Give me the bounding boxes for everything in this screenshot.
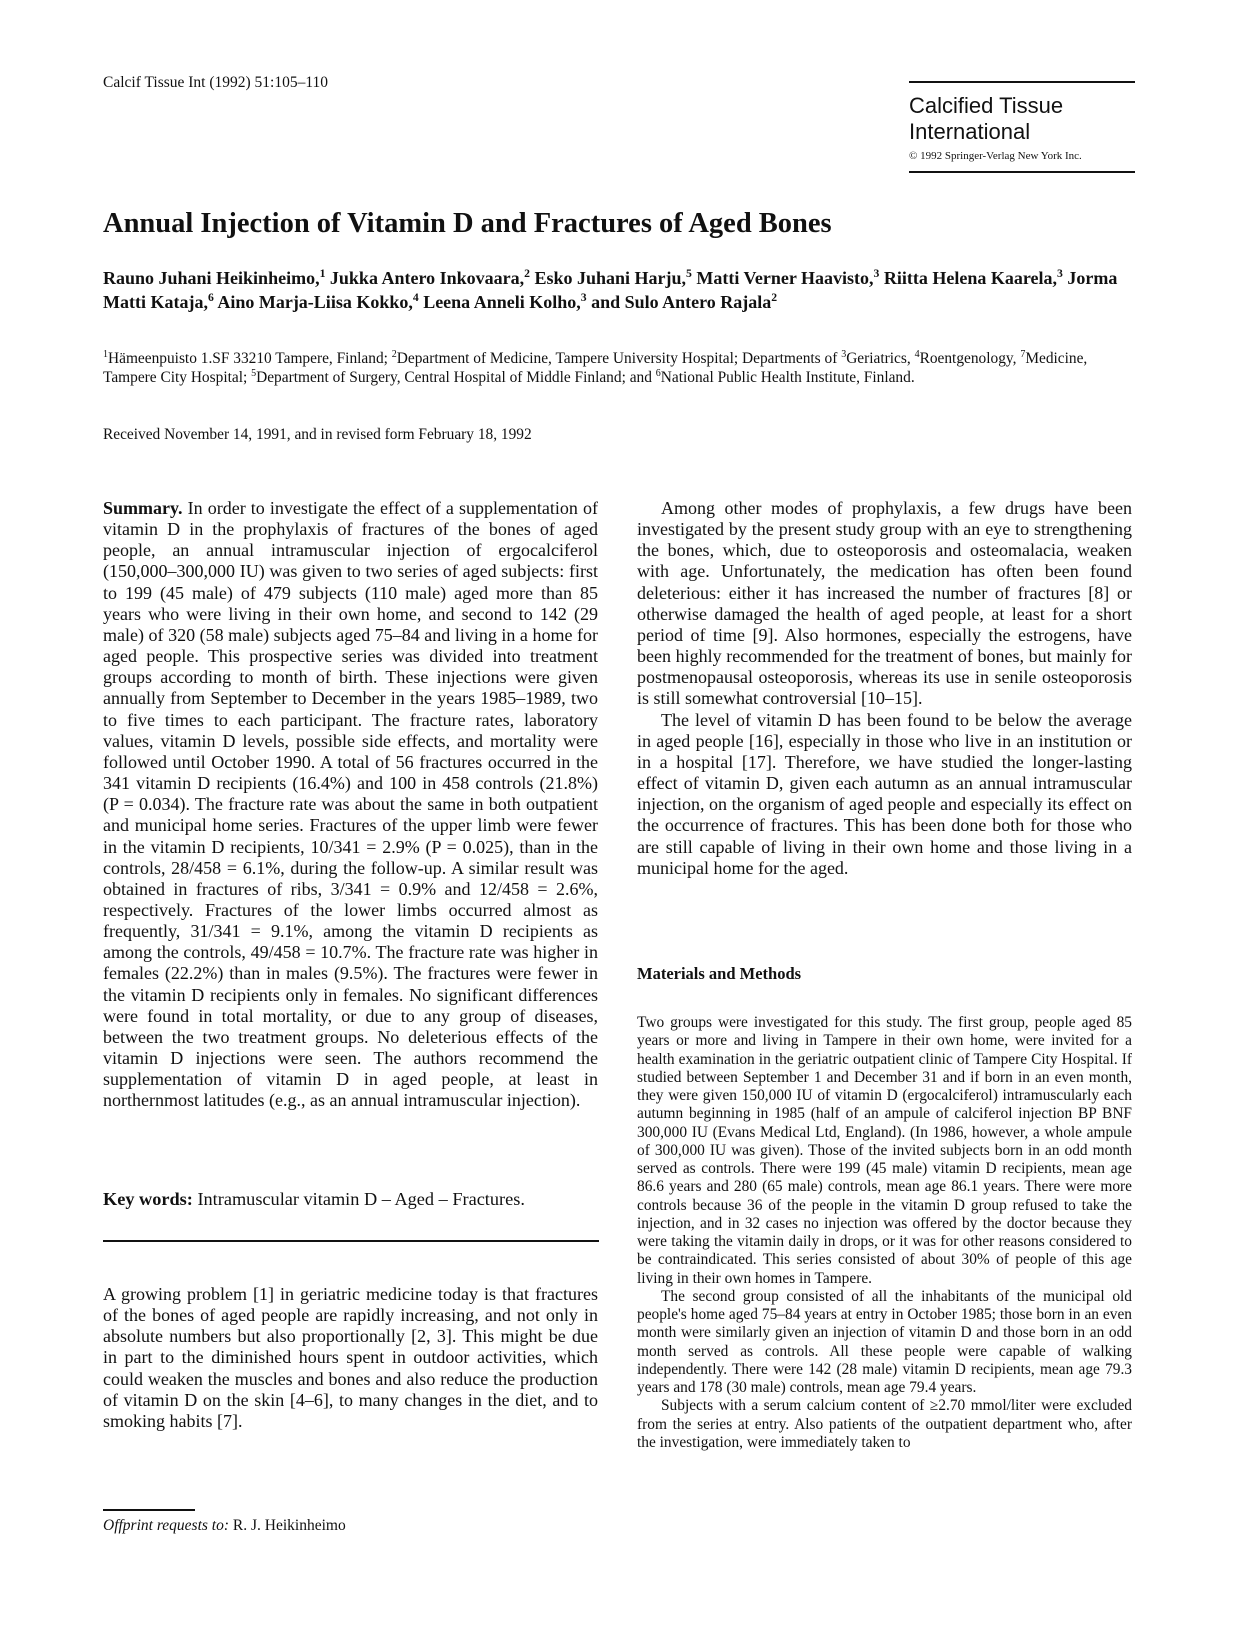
- keywords-text: Intramuscular vitamin D – Aged – Fractures.: [197, 1189, 525, 1209]
- summary-paragraph: [103, 498, 598, 1112]
- intro-paragraph: A growing problem [1] in geriatric medicine today is that fractures of the bones of aged people are rapidly increasing, and not only in absolute numbers but also proportionally [2, 3]. This might be due in part to the diminished hours spent in outdoor activities, which could weaken the muscles and bones and also reduce the production of vitamin D on the skin [4–6], to many changes in the diet, and to smoking habits [7].: [103, 1284, 598, 1431]
- affiliation-mark: 7: [1020, 348, 1026, 360]
- author-name: Jorma Matti Kataja,: [103, 268, 1118, 312]
- author-affiliation-mark: 2: [771, 291, 778, 304]
- offprint-requests: [103, 1517, 346, 1535]
- author-affiliation-mark: 2: [524, 267, 530, 280]
- author-affiliation-mark: 1: [319, 267, 326, 280]
- author-name: Jukka Antero Inkovaara,: [329, 268, 525, 288]
- author-name: Aino Marja-Liisa Kokko,: [217, 292, 413, 312]
- header-rule-bottom: [909, 171, 1135, 173]
- author-affiliation-mark: 3: [580, 291, 587, 304]
- affiliation-text: Department of Medicine, Tampere University Hospital; Departments of: [396, 350, 842, 367]
- affiliation-text: Medicine, Tampere City Hospital;: [103, 350, 1088, 386]
- affiliation-mark: 1: [103, 348, 108, 360]
- affiliation-mark: 3: [841, 348, 847, 360]
- affiliation-mark: 2: [391, 348, 397, 360]
- offprint-label: Offprint requests to:: [103, 1517, 230, 1534]
- affiliation-text: National Public Health Institute, Finland.: [660, 369, 915, 386]
- affiliation-mark: 4: [914, 348, 920, 360]
- footnote-rule: [103, 1509, 195, 1511]
- affiliation-text: Geriatrics,: [846, 350, 915, 367]
- author-name: Rauno Juhani Heikinheimo,: [103, 268, 320, 288]
- author-affiliation-mark: 5: [686, 267, 692, 280]
- journal-citation: Calcif Tissue Int (1992) 51:105–110: [103, 74, 329, 91]
- affiliation-mark: 6: [655, 367, 661, 379]
- header-rule-top: [909, 81, 1135, 83]
- methods-paragraph: Two groups were investigated for this study. The first group, people aged 85 years or more and living in Tampere in their own home, were invited for a health examination in the geriatric outpatient clinic of Tampere City Hospital. If studied between September 1 and December 31 and if born in an even month, they were given 150,000 IU of vitamin D (ergocalciferol) intramuscularly each autumn beginning in 1985 (half of an ampule of calciferol injection BP BNF 300,000 IU (Evans Medical Ltd, England). (In 1986, however, a whole ampule of 300,000 IU was given). Those of the invited subjects born in an odd month served as controls. There were 199 (45 male) vitamin D recipients, mean age 86.6 years and 280 (65 male) controls, mean age 86.1 years. There were more controls because 36 of the people in the vitamin D group refused to take the injection, and in 32 cases no injection was offered by the doctor because they were taking the vitamin daily in drops, or it was for other reasons considered to be contraindicated. This series consisted of about 30% of people of this age living in their own homes in Tampere.: [637, 1014, 1132, 1287]
- received-date: Received November 14, 1991, and in revised form February 18, 1992: [103, 426, 532, 443]
- summary-text: In order to investigate the effect of a supplementation of vitamin D in the prophylaxis of fractures of the bones of aged people, an annual intramuscular injection of ergocalciferol (150,000–300,000 IU) was given to two series of aged subjects: first to 199 (45 male) of 479 subjects (110 male) aged more than 85 years who were living in their own home, and second to 142 (29 male) of 320 (58 male) subjects aged 75–84 and living in a home for aged people. This prospective series was divided into treatment groups according to month of birth. These injections were given annually from September to December in the years 1985–1989, two to five times to each participant. The fracture rates, laboratory values, vitamin D levels, possible side effects, and mortality were followed until October 1990. A total of 56 fractures occurred in the 341 vitamin D recipients (16.4%) and 100 in 458 controls (21.8%) (P = 0.034). The fracture rate was about the same in both outpatient and municipal home series. Fractures of the upper limb were fewer in the vitamin D recipients, 10/341 = 2.9% (P = 0.025), than in the controls, 28/458 = 6.1%, during the follow-up. A similar result was obtained in fractures of ribs, 3/341 = 0.9% and 12/458 = 2.6%, respectively. Fractures of the lower limbs occurred almost as frequently, 31/341 = 9.1%, among the vitamin D recipients as among the controls, 49/458 = 10.7%. The fracture rate was higher in females (22.2%) than in males (9.5%). The fractures were fewer in the vitamin D recipients only in females. No significant differences were found in total mortality, or due to any group of diseases, between the two treatment groups. No deleterious effects of the vitamin D injections were seen. The authors recommend the supplementation of vitamin D in aged people, at least in northernmost latitudes (e.g., as an annual intramuscular injection).: [103, 498, 599, 1111]
- copyright-notice: © 1992 Springer-Verlag New York Inc.: [909, 150, 1082, 162]
- affiliations: [103, 349, 1133, 387]
- author-affiliation-mark: 6: [207, 291, 214, 304]
- methods-paragraph: Subjects with a serum calcium content of ≥2.70 mmol/liter were excluded from the series at entry. Also patients of the outpatient department who, after the investigation, were immediately taken to: [637, 1397, 1132, 1451]
- author-name: and Sulo Antero Rajala: [591, 292, 772, 312]
- section-heading-methods: Materials and Methods: [637, 964, 802, 983]
- keywords-label: Key words:: [103, 1189, 193, 1209]
- author-name: Riitta Helena Kaarela,: [883, 268, 1058, 288]
- article-title: Annual Injection of Vitamin D and Fractures of Aged Bones: [103, 208, 832, 239]
- author-name: Leena Anneli Kolho,: [423, 292, 581, 312]
- author-list: [103, 266, 1133, 314]
- author-affiliation-mark: 3: [873, 267, 880, 280]
- intro-right-paragraph: Among other modes of prophylaxis, a few drugs have been investigated by the present study group with an eye to strengthening the bones, which, due to osteoporosis and osteomalacia, weaken with age. Unfortunately, the medication has often been found deleterious: either it has increased the number of fractures [8] or otherwise damaged the health of aged people, at least for a short period of time [9]. Also hormones, especially the estrogens, have been highly recommended for the treatment of bones, but mainly for postmenopausal osteoporosis, whereas its use in senile osteoporosis is still somewhat controversial [10–15].: [637, 498, 1132, 709]
- keywords: [103, 1189, 598, 1210]
- column-divider-rule: [103, 1240, 599, 1242]
- intro-right-column: [637, 498, 1132, 879]
- affiliation-text: Department of Surgery, Central Hospital of Middle Finland; and: [256, 369, 656, 386]
- affiliation-mark: 5: [251, 367, 257, 379]
- author-name: Matti Verner Haavisto,: [696, 268, 874, 288]
- methods-paragraph: The second group consisted of all the inhabitants of the municipal old people's home aged 75–84 years at entry in October 1985; those born in an even month were similarly given an injection of vitamin D and those born in an odd month served as controls. All these people were capable of walking independently. There were 142 (28 male) vitamin D recipients, mean age 79.3 years and 178 (30 male) controls, mean age 79.4 years.: [637, 1287, 1132, 1396]
- affiliation-text: Hämeenpuisto 1.SF 33210 Tampere, Finland;: [108, 350, 392, 367]
- intro-right-paragraph: The level of vitamin D has been found to be below the average in aged people [16], especially in those who live in an institution or in a hospital [17]. Therefore, we have studied the longer-lasting effect of vitamin D, given each autumn as an annual intramuscular injection, on the organism of aged people and especially its effect on the occurrence of fractures. This has been done both for those who are still capable of living in their own home and those living in a municipal home for the aged.: [637, 709, 1132, 878]
- journal-name: Calcified Tissue International: [909, 93, 1064, 144]
- affiliation-text: Roentgenology,: [919, 350, 1021, 367]
- summary-label: Summary.: [103, 498, 183, 518]
- methods-section: [637, 1014, 1132, 1452]
- author-name: Esko Juhani Harju,: [534, 268, 687, 288]
- offprint-name: R. J. Heikinheimo: [232, 1517, 346, 1534]
- author-affiliation-mark: 4: [412, 291, 419, 304]
- author-affiliation-mark: 3: [1057, 267, 1063, 280]
